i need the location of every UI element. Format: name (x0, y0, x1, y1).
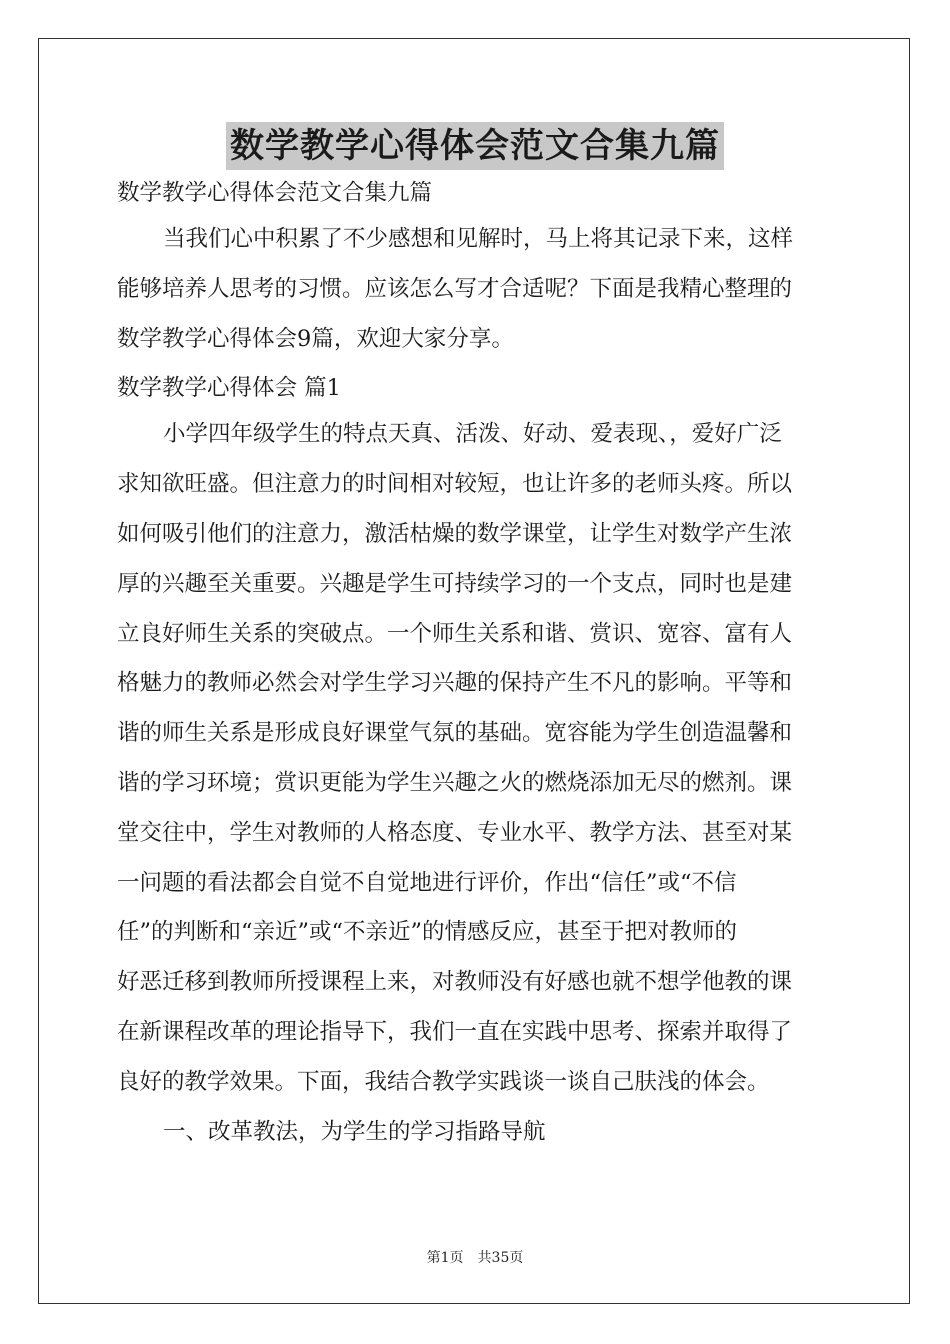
body-line: 一问题的看法都会自觉不自觉地进行评价，作出“信任”或“不信 (117, 869, 737, 896)
body-line: 良好的教学效果。下面，我结合教学实践谈一谈自己肤浅的体会。 (117, 1068, 770, 1095)
document-subtitle: 数学教学心得体会范文合集九篇 (117, 180, 433, 206)
document-body (117, 178, 833, 1166)
body-line: 如何吸引他们的注意力，激活枯燥的数学课堂，让学生对数学产生浓 (117, 520, 793, 547)
body-line: 立良好师生关系的突破点。一个师生关系和谐、赏识、宽容、富有人 (117, 620, 793, 647)
subheading: 一、改革教法，为学生的学习指路导航 (163, 1118, 546, 1145)
body-line: 格魅力的教师必然会对学生学习兴趣的保持产生不凡的影响。平等和 (117, 670, 793, 697)
section-heading: 数学教学心得体会 篇1 (117, 375, 341, 402)
document-title: 数学教学心得体会范文合集九篇 (226, 122, 724, 170)
body-line: 任”的判断和“亲近”或“不亲近”的情感反应，甚至于把对教师的 (117, 919, 738, 946)
page-footer (0, 1247, 950, 1267)
intro-paragraph (117, 224, 833, 373)
body-line: 在新课程改革的理论指导下，我们一直在实践中思考、探索并取得了 (117, 1018, 793, 1045)
body-line: 小学四年级学生的特点天真、活泼、好动、爱表现、，爱好广泛 (163, 421, 782, 448)
body-line: 好恶迁移到教师所授课程上来，对教师没有好感也就不想学他教的课 (117, 969, 793, 996)
body-line: 谐的学习环境；赏识更能为学生兴趣之火的燃烧添加无尽的燃剂。课 (117, 769, 793, 796)
intro-line: 能够培养人思考的习惯。应该怎么写才合适呢？下面是我精心整理的 (117, 275, 793, 302)
body-line: 堂交往中，学生对教师的人格态度、专业水平、教学方法、甚至对某 (117, 819, 793, 846)
intro-line: 数学教学心得体会9篇，欢迎大家分享。 (117, 325, 514, 352)
body-line: 厚的兴趣至关重要。兴趣是学生可持续学习的一个支点，同时也是建 (117, 570, 793, 597)
body-paragraph (117, 419, 833, 1116)
intro-line: 当我们心中积累了不少感想和见解时，马上将其记录下来，这样 (163, 226, 794, 252)
body-line: 谐的师生关系是形成良好课堂气氛的基础。宽容能为学生创造温馨和 (117, 720, 793, 747)
page-number: 第1页 共35页 (426, 1250, 524, 1266)
title-block (0, 122, 950, 170)
body-line: 求知欲旺盛。但注意力的时间相对较短，也让许多的老师头疼。所以 (117, 471, 793, 498)
